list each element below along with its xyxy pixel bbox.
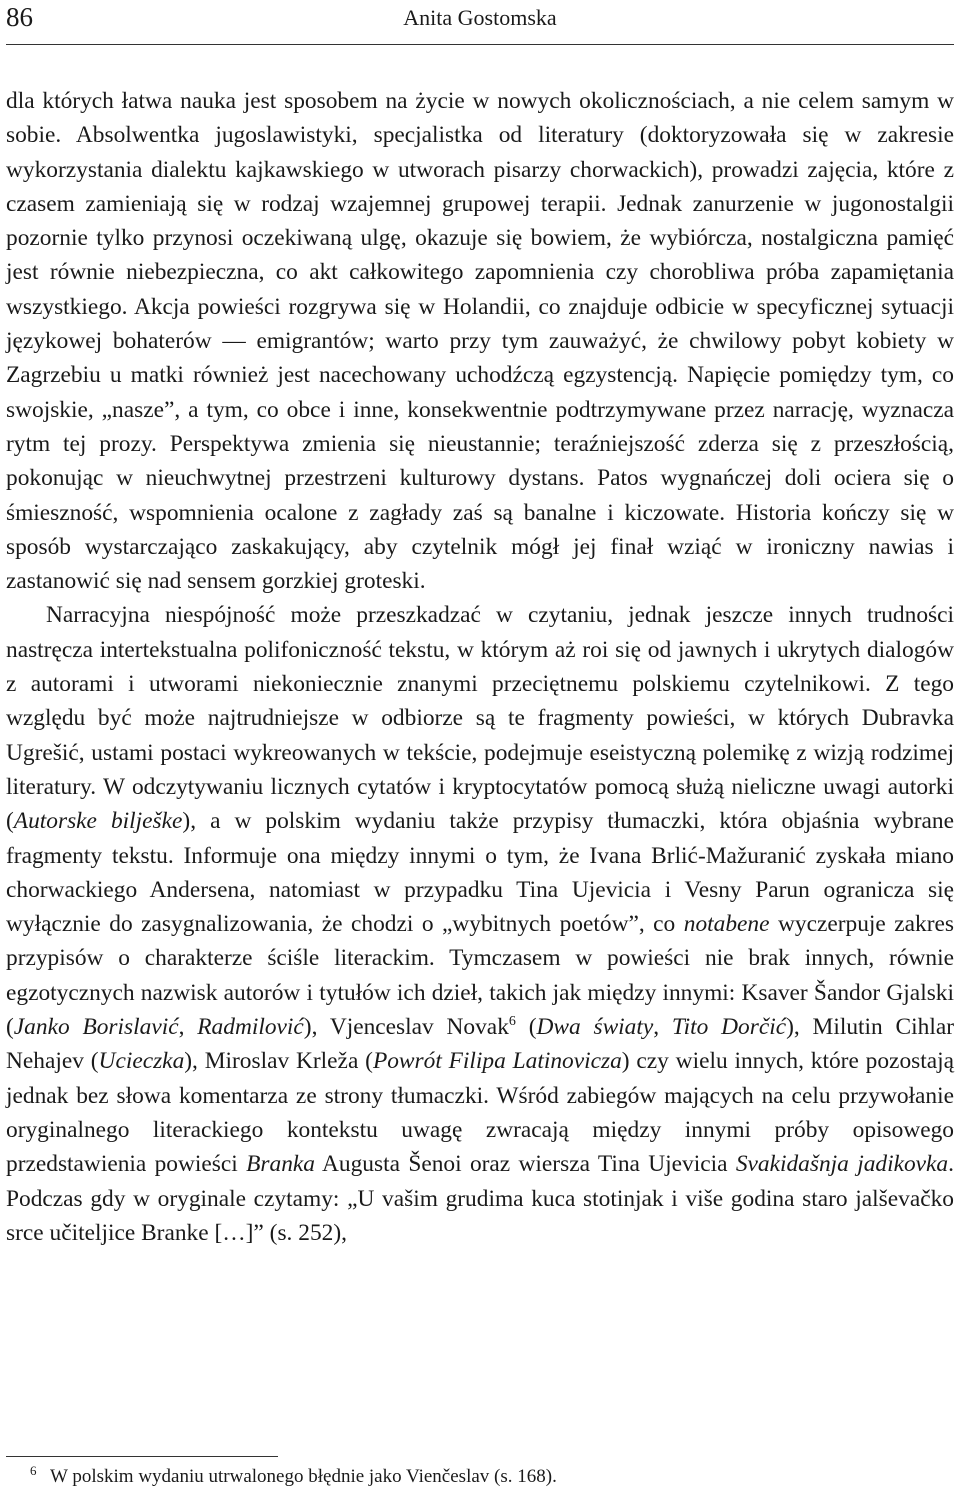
footnote-6: 6 W polskim wydaniu utrwalonego błędnie jako Vienčeslav (s. 168). bbox=[30, 1462, 557, 1487]
italic-title: Janko Borislavić bbox=[13, 1014, 179, 1041]
paragraph-1: dla których łatwa nauka jest sposobem na życie w nowych okolicznościach, a nie celem samym w sobie. Absolwentka jugoslawistyki, specjalistka od literatury (doktoryzowała się w zakresie wykorzystania dialektu kajkawskiego w utworach pisarzy chorwackich), prowadzi zajęcia, które z czasem zamieniają się w rodzaj wzajemnej grupowej terapii. Jednak zanurzenie w jugonostalgii pozornie tylko przynosi oczekiwaną ulgę, okazuje się bowiem, że wybiórcza, nostalgiczna pamięć jest równie niebezpieczna, co akt całkowitego zapomnienia czy chorobliwa próba zapamiętania wszystkiego. Akcja powieści rozgrywa się w Holandii, co znajduje odbicie w specyficznej sytuacji językowej bohaterów — emigrantów; warto przy tym zauważyć, że chwilowy pobyt kobiety w Zagrzebiu u matki również jest nacechowany uchodźczą egzystencją. Napięcie pomiędzy tym, co swojskie, „nasze”, a tym, co obce i inne, konsekwentnie podtrzymywane przez narrację, wyznacza rytm tej prozy. Perspektywa zmienia się nieustannie; teraźniejszość zderza się z przeszłością, pokonując w nieuchwytnej przestrzeni kulturowy dystans. Patos wygnańczej doli ociera się o śmieszność, wspomnienia ocalone z zagłady zaś są banalne i kiczowate. Historia kończy się w sposób wystarczająco zaskakujący, aby czytelnik mógł jej finał wziąć w ironiczny nawias i zastanowić się nad sensem gorzkiej groteski. bbox=[6, 88, 954, 595]
italic-title: Branka bbox=[246, 1151, 315, 1178]
italic-title: Ucieczka bbox=[98, 1048, 185, 1075]
body-text bbox=[6, 84, 954, 1250]
header-rule bbox=[6, 44, 954, 45]
paragraph-2: Narracyjna niespójność może przeszkadzać w czytaniu, jednak jeszcze innych trudności nastręcza intertekstualna polifoniczność tekstu, w którym aż roi się od jawnych i ukrytych dialogów z autorami i utworami niekoniecznie znanymi przeciętnemu polskiemu czytelnikowi. Z tego względu być może najtrudniejsze w odbiorze są te fragmenty powieści, w których Dubravka Ugrešić, ustami postaci wykreowanych w tekście, podejmuje eseistyczną polemikę z wizją rodzimej literatury. W odczytywaniu licznych cytatów i kryptocytatów pomocą służą nieliczne uwagi autorki (Autorske bilješke), a w polskim wydaniu także przypisy tłumaczki, która objaśnia wybrane fragmenty tekstu. Informuje ona między innymi o tym, że Ivana Brlić-Mažuranić zyskała miano chorwackiego Andersena, natomiast w przypadku Tina Ujevicia i Vesny Parun ogranicza się wyłącznie do zasygnalizowania, że chodzi o „wybitnych poetów”, co notabene wyczerpuje zakres przypisów o charakterze ściśle literackim. Tymczasem w powieści nie brak innych, równie egzotycznych nazwisk autorów i tytułów ich dzieł, takich jak między innymi: Ksaver Šandor Gjalski (Janko Borislavić, Radmilović), Vjenceslav Novak$^6$ (Dwa światy, Tito Dorčić), Milutin Cihlar Nehajev (Ucieczka), Miroslav Krleža (Powrót Filipa Latinovicza) czy wielu innych, które pozostają jednak bez słowa komentarza ze strony tłumaczki. Wśród zabiegów mających na celu przywołanie oryginalnego literackiego kontekstu uwagę zwracają między innymi próby opisowego przedstawienia powieści Branka Augusta Šenoi oraz wiersza Tina Ujevicia Svakidašnja jadikovka. Podczas gdy w oryginale czytamy: „U vašim grudima kuca stotinjak i više godina staro jalševačko srce učiteljice Branke […]” (s. 252), bbox=[6, 602, 955, 1246]
page-number: 86 bbox=[6, 2, 33, 32]
footnote-text: W polskim wydaniu utrwalonego błędnie jako Vienčeslav (s. 168). bbox=[50, 1466, 557, 1487]
italic-title: Tito Dorčić bbox=[671, 1014, 787, 1041]
italic-title: notabene bbox=[683, 911, 770, 938]
page-header bbox=[6, 0, 954, 34]
italic-title: Radmilović bbox=[197, 1014, 304, 1041]
italic-title: Svakidašnja jadikovka bbox=[735, 1151, 949, 1178]
running-head-author: Anita Gostomska bbox=[403, 5, 557, 30]
italic-title: Autorske bilješke bbox=[13, 808, 183, 835]
footnote-rule bbox=[6, 1456, 278, 1457]
italic-title: Dwa światy bbox=[536, 1014, 654, 1041]
footnote-reference[interactable]: 6 bbox=[508, 1014, 516, 1030]
italic-title: Powrót Filipa Latinovicza bbox=[372, 1048, 622, 1075]
